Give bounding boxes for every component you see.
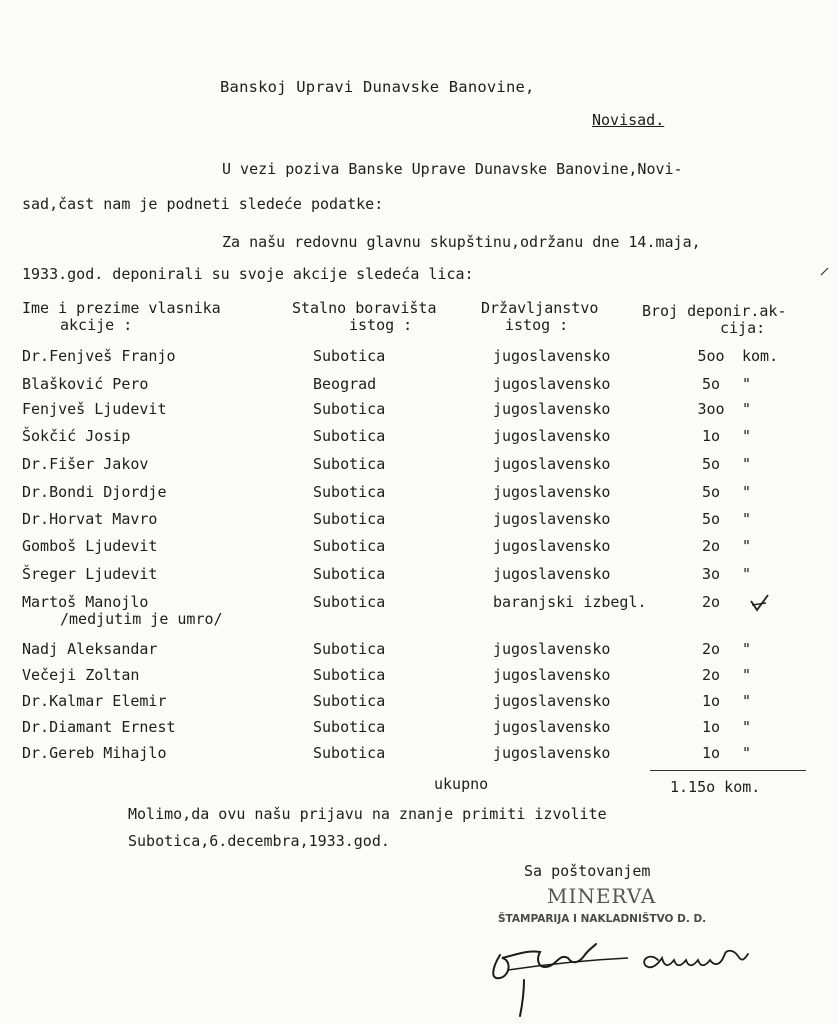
- table-row: [0, 666, 839, 688]
- owner-name: Martoš Manojlo: [22, 593, 149, 611]
- paragraph-2-line-1: Za našu redovnu glavnu skupštinu,održanu dne 14.maja,: [222, 233, 701, 251]
- total-value: 1.15o kom.: [670, 778, 761, 796]
- share-count: 2o: [701, 593, 721, 611]
- owner-name: Blašković Pero: [22, 375, 149, 393]
- share-count: 2o: [701, 640, 721, 658]
- share-unit: ": [742, 640, 752, 658]
- table-row: [0, 593, 839, 633]
- table-row: [0, 347, 839, 369]
- citizenship: jugoslavensko: [493, 455, 611, 473]
- table-row: [0, 718, 839, 740]
- header-shares: Broj deponir.ak-: [642, 302, 787, 320]
- owner-name: Dr.Kalmar Elemir: [22, 692, 167, 710]
- owner-name: Dr.Horvat Mavro: [22, 510, 158, 528]
- share-unit: ": [742, 483, 752, 501]
- share-count: 5o: [701, 455, 721, 473]
- citizenship: jugoslavensko: [493, 565, 611, 583]
- table-row: [0, 640, 839, 662]
- residence: Subotica: [313, 537, 386, 555]
- share-count: 2o: [701, 537, 721, 555]
- share-unit: ": [742, 537, 752, 555]
- owner-name: Dr.Fenjveš Franjo: [22, 347, 176, 365]
- owner-name: Dr.Bondi Djordje: [22, 483, 167, 501]
- owner-name: Dr.Gereb Mihajlo: [22, 744, 167, 762]
- citizenship: jugoslavensko: [493, 375, 611, 393]
- share-count: 5o: [701, 375, 721, 393]
- residence: Subotica: [313, 455, 386, 473]
- header-citizenship-line2: istog :: [505, 316, 569, 334]
- header-residence: Stalno boravišta: [292, 299, 437, 317]
- recipient-heading: Banskoj Upravi Dunavske Banovine,: [220, 78, 535, 96]
- share-unit: ": [742, 455, 752, 473]
- total-divider: [650, 770, 806, 771]
- citizenship: jugoslavensko: [493, 510, 611, 528]
- paragraph-1-line-2: sad,čast nam je podneti sledeće podatke:: [22, 195, 384, 213]
- share-count: 1o: [701, 744, 721, 762]
- header-citizenship: Državljanstvo: [481, 299, 599, 317]
- recipient-city: Novisad.: [592, 111, 665, 129]
- residence: Subotica: [313, 593, 386, 611]
- header-owner: Ime i prezime vlasnika: [22, 299, 221, 317]
- citizenship: jugoslavensko: [493, 640, 611, 658]
- owner-name: Gomboš Ljudevit: [22, 537, 158, 555]
- share-unit: ": [742, 718, 752, 736]
- table-row: [0, 565, 839, 587]
- table-row: [0, 455, 839, 477]
- residence: Subotica: [313, 427, 386, 445]
- share-unit: ": [742, 400, 752, 418]
- paragraph-1-line-1: U vezi poziva Banske Uprave Dunavske Banovine,Novi-: [222, 160, 683, 178]
- citizenship: jugoslavensko: [493, 347, 611, 365]
- share-unit: ": [742, 510, 752, 528]
- share-count: 1o: [701, 718, 721, 736]
- residence: Subotica: [313, 565, 386, 583]
- handwritten-check-mark: [749, 593, 771, 615]
- residence: Subotica: [313, 510, 386, 528]
- header-owner-line2: akcije :: [60, 316, 133, 334]
- paragraph-2-line-2: 1933.god. deponirali su svoje akcije sledeća lica:: [22, 265, 474, 283]
- stamp-company-name: MINERVA: [547, 884, 657, 908]
- share-count: 5o: [701, 483, 721, 501]
- residence: Beograd: [313, 375, 377, 393]
- owner-name: Šreger Ljudevit: [22, 565, 158, 583]
- citizenship: baranjski izbegl.: [493, 593, 647, 611]
- citizenship: jugoslavensko: [493, 718, 611, 736]
- residence: Subotica: [313, 692, 386, 710]
- share-count: 3oo: [697, 400, 725, 418]
- residence: Subotica: [313, 718, 386, 736]
- owner-name: Dr.Diamant Ernest: [22, 718, 176, 736]
- citizenship: jugoslavensko: [493, 692, 611, 710]
- share-unit: ": [742, 427, 752, 445]
- owner-name: Večeji Zoltan: [22, 666, 140, 684]
- table-row: [0, 483, 839, 505]
- pencil-mark: [820, 265, 834, 277]
- residence: Subotica: [313, 666, 386, 684]
- citizenship: jugoslavensko: [493, 666, 611, 684]
- citizenship: jugoslavensko: [493, 400, 611, 418]
- table-row: [0, 692, 839, 714]
- owner-name: Šokčić Josip: [22, 427, 131, 445]
- share-count: 1o: [701, 692, 721, 710]
- stamp-subtitle: ŠTAMPARIJA I NAKLADNIŠTVO D. D.: [498, 913, 707, 925]
- share-unit: kom.: [742, 347, 779, 365]
- citizenship: jugoslavensko: [493, 537, 611, 555]
- owner-name: Nadj Aleksandar: [22, 640, 158, 658]
- closing-date: Subotica,6.decembra,1933.god.: [128, 832, 390, 850]
- share-unit: ": [742, 692, 752, 710]
- share-unit: ": [742, 666, 752, 684]
- handwritten-signature: [488, 920, 778, 1020]
- citizenship: jugoslavensko: [493, 744, 611, 762]
- share-unit: ": [742, 375, 752, 393]
- share-count: 5oo: [697, 347, 725, 365]
- share-unit: ": [742, 744, 752, 762]
- table-row: [0, 400, 839, 422]
- table-row: [0, 375, 839, 397]
- table-row: [0, 427, 839, 449]
- citizenship: jugoslavensko: [493, 427, 611, 445]
- owner-name: Dr.Fišer Jakov: [22, 455, 149, 473]
- residence: Subotica: [313, 347, 386, 365]
- residence: Subotica: [313, 483, 386, 501]
- residence: Subotica: [313, 640, 386, 658]
- owner-note: /medjutim je umro/: [60, 610, 223, 628]
- header-residence-line2: istog :: [349, 316, 413, 334]
- total-label: ukupno: [434, 775, 489, 793]
- share-count: 3o: [701, 565, 721, 583]
- citizenship: jugoslavensko: [493, 483, 611, 501]
- closing-line-1: Molimo,da ovu našu prijavu na znanje primiti izvolite: [128, 805, 607, 823]
- share-count: 1o: [701, 427, 721, 445]
- table-row: [0, 537, 839, 559]
- owner-name: Fenjveš Ljudevit: [22, 400, 167, 418]
- share-count: 2o: [701, 666, 721, 684]
- share-count: 5o: [701, 510, 721, 528]
- table-row: [0, 744, 839, 766]
- residence: Subotica: [313, 744, 386, 762]
- share-unit: ": [742, 565, 752, 583]
- regards: Sa poštovanjem: [524, 862, 651, 880]
- header-shares-line2: cija:: [720, 319, 766, 337]
- table-row: [0, 510, 839, 532]
- residence: Subotica: [313, 400, 386, 418]
